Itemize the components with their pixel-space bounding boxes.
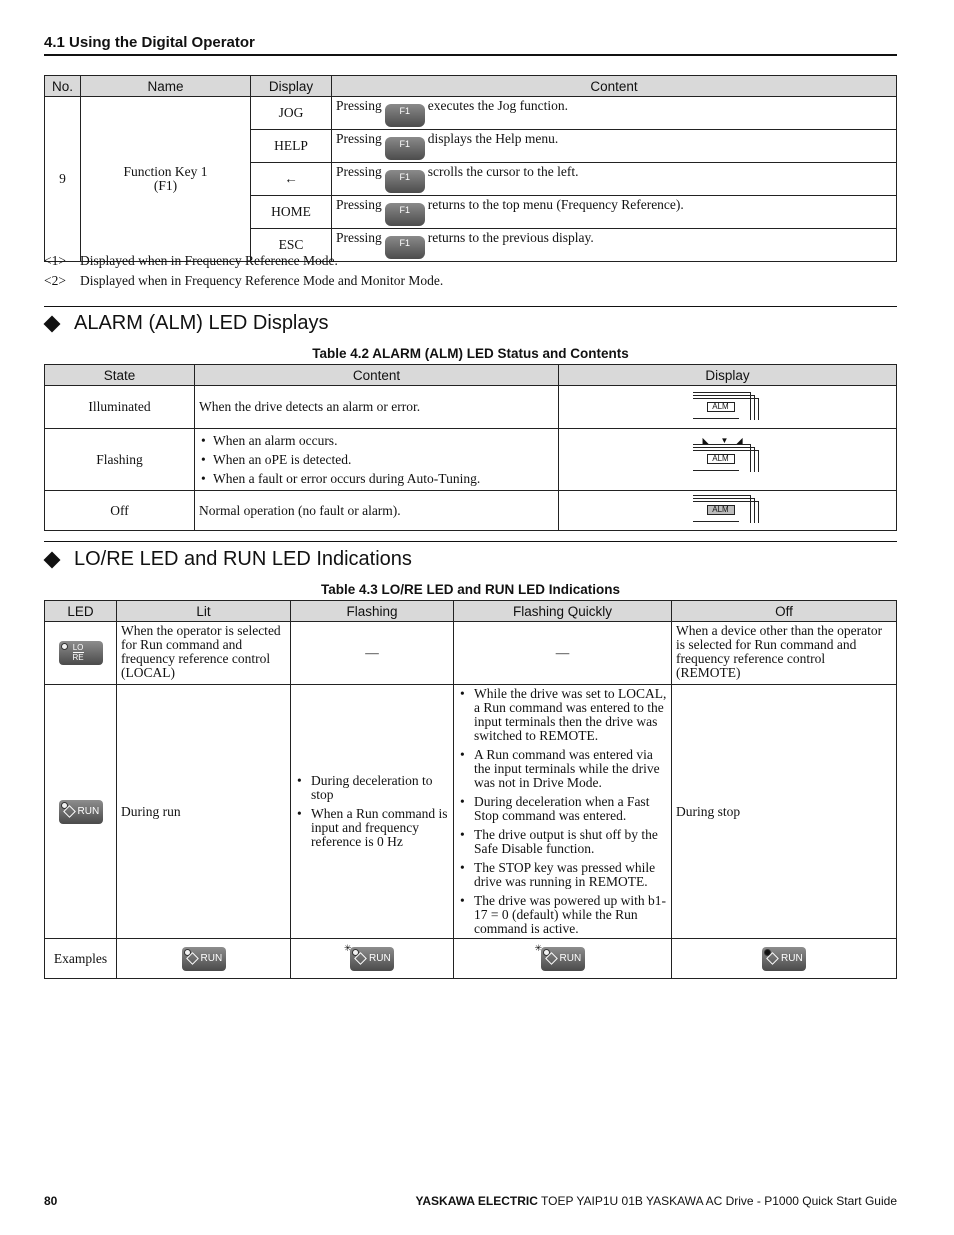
lore-led-icon: LO RE [59, 641, 103, 665]
run-led-icon: RUN [59, 800, 103, 824]
run-led-lit-icon: RUN [182, 947, 226, 971]
lit-cell: When the operator is selected for Run command and frequency reference control (LOCAL) [117, 622, 291, 685]
list-item: • When an oPE is detected. [199, 450, 554, 469]
footnotes [44, 253, 443, 293]
f1-key-icon: F1 [385, 170, 425, 193]
display-value: HELP [251, 130, 332, 163]
run-led-flashing-quickly-icon: ✳ RUN [541, 947, 585, 971]
item-number: 9 [45, 97, 81, 262]
list-item: • The drive output is shut off by the Safe Disable function. [458, 828, 667, 856]
alm-lit-icon: ALM [693, 390, 763, 422]
f1-key-icon: F1 [385, 203, 425, 226]
alarm-table-caption: Table 4.2 ALARM (ALM) LED Status and Contents [312, 346, 629, 361]
table-header-row [45, 601, 897, 622]
f1-key-icon: F1 [385, 104, 425, 127]
example-cell [291, 939, 454, 979]
alm-off-icon: ALM [693, 493, 763, 525]
col-content: Content [332, 76, 897, 97]
display-cell [559, 491, 897, 531]
content-cell [195, 429, 559, 491]
state-cell: Illuminated [45, 386, 195, 429]
page-header [44, 34, 897, 56]
display-value: ESC [251, 229, 332, 262]
col-flashing-quickly: Flashing Quickly [454, 601, 672, 622]
list-item: • A Run command was entered via the input terminals while the drive was not in Drive Mode. [458, 748, 667, 790]
off-cell: During stop [672, 685, 897, 939]
content-cell: Pressing F1 returns to the top menu (Frequency Reference). [332, 196, 897, 229]
f1-key-icon: F1 [385, 236, 425, 259]
footnote: <1> Displayed when in Frequency Reference Mode. [44, 253, 338, 268]
state-cell: Flashing [45, 429, 195, 491]
list-item: • When a fault or error occurs during Auto-Tuning. [199, 469, 554, 488]
run-led-off-icon: RUN [762, 947, 806, 971]
table-row [45, 429, 897, 491]
content-cell: Pressing F1 executes the Jog function. [332, 97, 897, 130]
footnote: <2> Displayed when in Frequency Reference Mode and Monitor Mode. [44, 273, 444, 288]
col-flashing: Flashing [291, 601, 454, 622]
col-off: Off [672, 601, 897, 622]
list-item: • The drive was powered up with b1-17 = 0 (default) while the Run command is active. [458, 894, 667, 936]
led-cell [45, 685, 117, 939]
table-row [45, 97, 897, 130]
alarm-section-title: ALARM (ALM) LED Displays [44, 312, 329, 335]
diamond-bullet-icon [44, 551, 61, 568]
alarm-led-table [44, 364, 897, 531]
lore-run-led-table [44, 600, 897, 979]
display-cell [559, 429, 897, 491]
table-row [45, 685, 897, 939]
f1-key-icon: F1 [385, 137, 425, 160]
display-value: JOG [251, 97, 332, 130]
function-key-table [44, 75, 897, 262]
example-cell [454, 939, 672, 979]
col-lit: Lit [117, 601, 291, 622]
col-content: Content [195, 365, 559, 386]
flashing-cell: — [291, 622, 454, 685]
table-row [45, 491, 897, 531]
page-number: 80 [44, 1194, 58, 1208]
flashing-quickly-cell [454, 685, 672, 939]
display-value: HOME [251, 196, 332, 229]
list-item: • During deceleration to stop [295, 774, 449, 802]
flashing-cell [291, 685, 454, 939]
lore-table-caption: Table 4.3 LO/RE LED and RUN LED Indications [320, 582, 621, 597]
list-item: • When a Run command is input and frequency reference is 0 Hz [295, 807, 449, 849]
col-display: Display [251, 76, 332, 97]
content-cell: Pressing F1 displays the Help menu. [332, 130, 897, 163]
list-item: • The STOP key was pressed while drive was running in REMOTE. [458, 861, 667, 889]
content-cell: When the drive detects an alarm or error. [195, 386, 559, 429]
flashing-quickly-cell: — [454, 622, 672, 685]
list-item: • While the drive was set to LOCAL, a Run command was entered to the input terminals then the drive was switched to REMOTE. [458, 687, 667, 743]
table-header-row [45, 365, 897, 386]
col-display: Display [559, 365, 897, 386]
publication-info: YASKAWA ELECTRIC TOEP YAIP1U 01B YASKAWA AC Drive - P1000 Quick Start Guide [415, 1194, 897, 1208]
example-cell [117, 939, 291, 979]
col-name: Name [81, 76, 251, 97]
section-heading: 4.1 Using the Digital Operator [44, 34, 255, 51]
display-value: ← [251, 163, 332, 196]
lit-cell: During run [117, 685, 291, 939]
col-led: LED [45, 601, 117, 622]
col-no: No. [45, 76, 81, 97]
content-cell: Normal operation (no fault or alarm). [195, 491, 559, 531]
alm-flashing-icon: ◣ ▼ ◢ ALM [693, 442, 763, 474]
content-cell: Pressing F1 returns to the previous display. [332, 229, 897, 262]
content-cell: Pressing F1 scrolls the cursor to the left. [332, 163, 897, 196]
example-cell [672, 939, 897, 979]
col-state: State [45, 365, 195, 386]
led-cell [45, 622, 117, 685]
list-item: • When an alarm occurs. [199, 431, 554, 450]
diamond-bullet-icon [44, 315, 61, 332]
section-divider [44, 306, 897, 307]
examples-label: Examples [45, 939, 117, 979]
table-row [45, 939, 897, 979]
section-divider [44, 541, 897, 542]
off-cell: When a device other than the operator is selected for Run command and frequency reference control (REMOTE) [672, 622, 897, 685]
lore-section-title: LO/RE LED and RUN LED Indications [44, 548, 412, 571]
table-row [45, 386, 897, 429]
table-header-row [45, 76, 897, 97]
item-name: Function Key 1 (F1) [81, 97, 251, 262]
display-cell [559, 386, 897, 429]
run-led-flashing-icon: ✳ RUN [350, 947, 394, 971]
table-row [45, 622, 897, 685]
state-cell: Off [45, 491, 195, 531]
list-item: • During deceleration when a Fast Stop command was entered. [458, 795, 667, 823]
